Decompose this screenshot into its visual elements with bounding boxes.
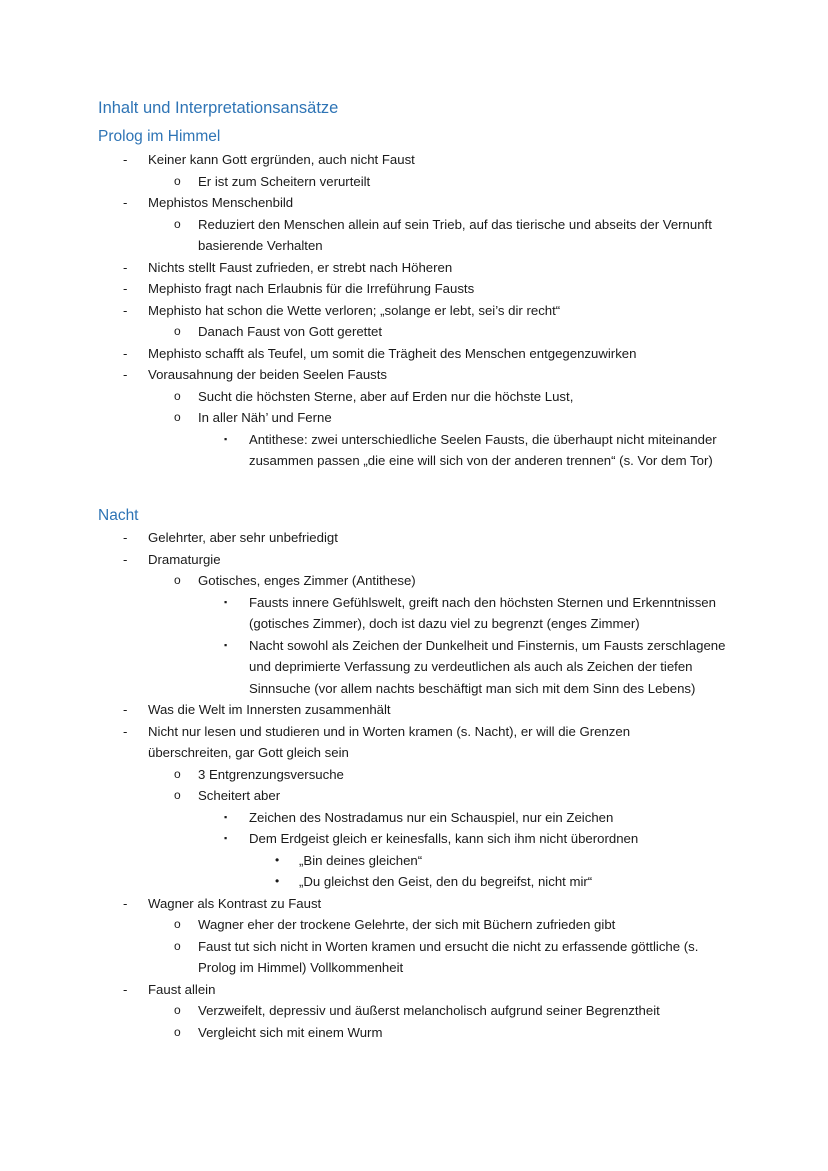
bullet-marker: o (174, 388, 181, 403)
bullet-marker: • (275, 852, 280, 867)
bullet-marker: o (174, 1024, 181, 1039)
list-item-text: Verzweifelt, depressiv und äußerst melancholisch aufgrund seiner Begrenztheit (198, 1003, 660, 1018)
list-item-text: Dramaturgie (148, 551, 221, 567)
list-item (0, 386, 828, 408)
list-item (0, 721, 828, 764)
bullet-marker: - (123, 367, 128, 382)
list-item-text: Fausts innere Gefühlswelt, greift nach den höchsten Sternen und Erkenntnissen (gotisches Zimmer), doch ist dazu viel zu begrenzt (enges Zimmer) (249, 594, 716, 631)
bullet-marker: o (174, 1003, 181, 1017)
list-item-text: „Bin deines gleichen“ (299, 852, 423, 868)
list-item (0, 527, 828, 549)
list-item-text: Faust allein (148, 981, 216, 997)
list-item-text: Mephisto hat schon die Wette verloren; „solange er lebt, sei’s dir recht“ (148, 302, 561, 318)
list-item (0, 764, 828, 786)
bullet-marker: - (123, 345, 128, 361)
section-list-prolog (0, 149, 828, 472)
bullet-marker: o (174, 917, 181, 931)
bullet-marker: ▪ (224, 811, 228, 822)
list-item-text: Mephisto schafft als Teufel, um somit die Trägheit des Menschen entgegenzuwirken (148, 345, 637, 361)
bullet-marker: - (123, 702, 128, 717)
bullet-marker: - (123, 981, 128, 997)
bullet-marker: ▪ (224, 596, 228, 607)
list-item-text: Dem Erdgeist gleich er keinesfalls, kann sich ihm nicht überordnen (249, 831, 639, 846)
list-item-text: In aller Näh’ und Ferne (198, 410, 332, 425)
section-heading-prolog: Prolog im Himmel (98, 128, 221, 145)
bullet-marker: o (174, 410, 181, 424)
list-item (0, 1022, 828, 1044)
list-item (0, 893, 828, 915)
list-item (0, 429, 828, 472)
list-item (0, 850, 828, 872)
list-item-text: Nicht nur lesen und studieren und in Worten kramen (s. Nacht), er will die Grenzen überschreiten, gar Gott gleich sein (148, 723, 631, 760)
list-item (0, 214, 828, 257)
list-item (0, 171, 828, 193)
list-item-text: Mephistos Menschenbild (148, 195, 294, 210)
list-item-text: Gelehrter, aber sehr unbefriedigt (148, 530, 338, 545)
list-item (0, 807, 828, 829)
bullet-marker: - (123, 195, 128, 210)
list-item-text: Was die Welt im Innersten zusammenhält (148, 702, 391, 717)
bullet-marker: o (174, 766, 181, 781)
list-item-text: Nacht sowohl als Zeichen der Dunkelheit und Finsternis, um Fausts zerschlagene und deprimierte Verfassung zu verdeutlichen als auch als Zeichen der tiefen Sinnsuche (vor allem nachts beschäftigt man sich mit dem Sinn des Lebens) (249, 637, 726, 696)
bullet-marker: o (174, 573, 181, 587)
bullet-marker: - (123, 259, 128, 275)
list-item (0, 343, 828, 365)
bullet-marker: ▪ (224, 639, 228, 650)
list-item-text: Vergleicht sich mit einem Wurm (198, 1024, 383, 1040)
list-item (0, 828, 828, 850)
list-item-text: Antithese: zwei unterschiedliche Seelen Fausts, die überhaupt nicht miteinander zusammen passen „die eine will sich von der anderen trennen“ (s. Vor dem Tor) (249, 431, 717, 468)
list-item-text: Wagner als Kontrast zu Faust (148, 895, 322, 911)
section-list-nacht (0, 527, 828, 1043)
list-item-text: Er ist zum Scheitern verurteilt (198, 173, 371, 189)
list-item (0, 592, 828, 635)
list-item-text: Zeichen des Nostradamus nur ein Schauspiel, nur ein Zeichen (249, 809, 614, 825)
bullet-marker: o (174, 938, 181, 953)
bullet-marker: o (174, 216, 181, 231)
list-item (0, 914, 828, 936)
list-item-text: Wagner eher der trockene Gelehrte, der sich mit Büchern zufrieden gibt (198, 917, 616, 932)
list-item (0, 979, 828, 1001)
list-item (0, 321, 828, 343)
list-item-text: 3 Entgrenzungsversuche (198, 766, 344, 782)
bullet-marker: ▪ (224, 433, 228, 444)
bullet-marker: o (174, 788, 181, 802)
list-item (0, 149, 828, 171)
list-item (0, 257, 828, 279)
list-item (0, 785, 828, 807)
list-item (0, 699, 828, 721)
bullet-marker: - (123, 302, 128, 318)
list-item-text: Keiner kann Gott ergründen, auch nicht Faust (148, 152, 415, 167)
list-item-text: Gotisches, enges Zimmer (Antithese) (198, 573, 416, 588)
document-title: Inhalt und Interpretationsansätze (98, 99, 339, 117)
list-item (0, 300, 828, 322)
list-item-text: „Du gleichst den Geist, den du begreifst, nicht mir“ (299, 874, 593, 889)
list-item (0, 635, 828, 700)
list-item-text: Nichts stellt Faust zufrieden, er strebt nach Höheren (148, 259, 453, 275)
section-heading-nacht: Nacht (98, 507, 139, 524)
bullet-marker: - (123, 152, 128, 167)
bullet-marker: o (174, 173, 181, 188)
list-item (0, 549, 828, 571)
bullet-marker: • (275, 874, 280, 888)
bullet-marker: o (174, 324, 181, 338)
list-item-text: Danach Faust von Gott gerettet (198, 324, 382, 339)
bullet-marker: ▪ (224, 833, 228, 843)
list-item (0, 364, 828, 386)
list-item (0, 192, 828, 214)
list-item-text: Reduziert den Menschen allein auf sein Trieb, auf das tierische und abseits der Vernunft basierende Verhalten (198, 216, 712, 253)
bullet-marker: - (123, 723, 128, 739)
list-item-text: Faust tut sich nicht in Worten kramen und ersucht die nicht zu erfassende göttliche (s. Prolog im Himmel) Vollkommenheit (198, 938, 699, 975)
list-item (0, 278, 828, 300)
list-item-text: Sucht die höchsten Sterne, aber auf Erden nur die höchste Lust, (198, 388, 574, 404)
bullet-marker: - (123, 530, 128, 545)
list-item (0, 871, 828, 893)
list-item-text: Vorausahnung der beiden Seelen Fausts (148, 367, 388, 382)
list-item (0, 1000, 828, 1022)
list-item (0, 407, 828, 429)
bullet-marker: - (123, 895, 128, 911)
list-item-text: Mephisto fragt nach Erlaubnis für die Irreführung Fausts (148, 281, 475, 296)
list-item (0, 570, 828, 592)
bullet-marker: - (123, 551, 128, 567)
bullet-marker: - (123, 281, 128, 296)
list-item-text: Scheitert aber (198, 788, 281, 803)
list-item (0, 936, 828, 979)
